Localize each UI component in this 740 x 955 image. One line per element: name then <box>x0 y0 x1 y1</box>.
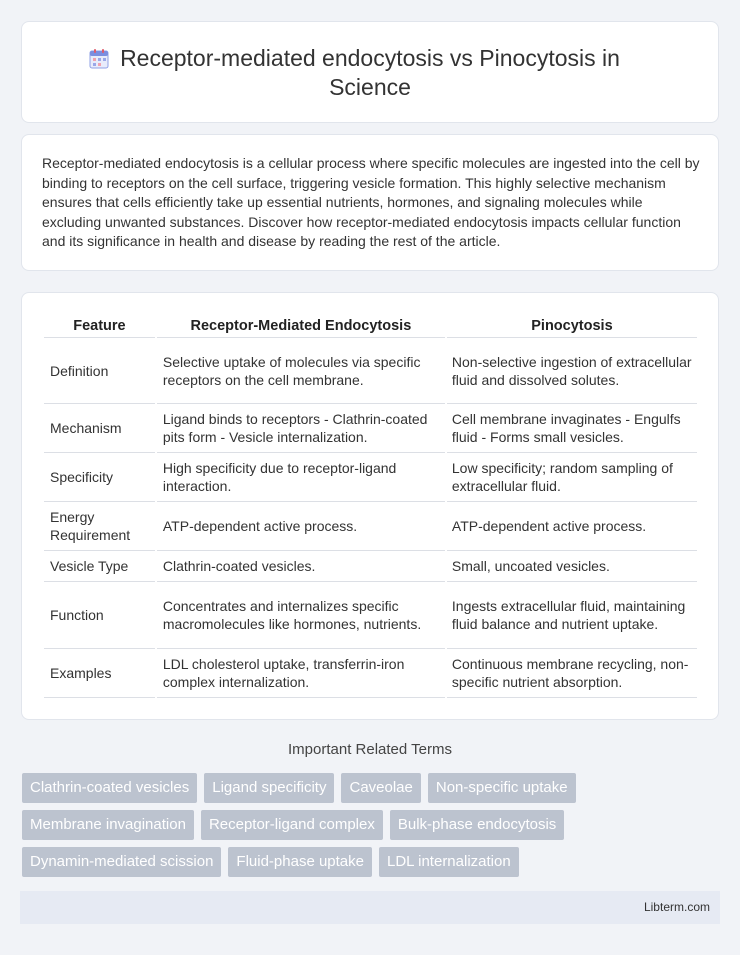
tag-bulk-phase-endocytosis[interactable]: Bulk-phase endocytosis <box>390 810 564 840</box>
feature-cell: Energy Requirement <box>44 502 155 551</box>
pinocytosis-cell: Low specificity; random sampling of extracellular fluid. <box>447 453 697 502</box>
feature-cell: Vesicle Type <box>44 551 155 582</box>
related-terms-heading: Important Related Terms <box>288 741 452 758</box>
tag-receptor-ligand-complex[interactable]: Receptor-ligand complex <box>201 810 383 840</box>
column-header-pinocytosis: Pinocytosis <box>447 314 697 338</box>
table-row <box>44 453 697 502</box>
tag-non-specific-uptake[interactable]: Non-specific uptake <box>428 773 576 803</box>
tag-clathrin-coated-vesicles[interactable]: Clathrin-coated vesicles <box>22 773 197 803</box>
table-header-row <box>44 314 697 338</box>
footer-site-link[interactable]: Libterm.com <box>643 900 710 914</box>
feature-cell: Specificity <box>44 453 155 502</box>
comparison-card <box>21 292 719 720</box>
tag-fluid-phase-uptake[interactable]: Fluid-phase uptake <box>228 847 372 877</box>
page-title: Receptor-mediated endocytosis vs Pinocytosis in Science <box>120 45 620 100</box>
table-row <box>44 582 697 649</box>
pinocytosis-cell: Continuous membrane recycling, non-specific nutrient absorption. <box>447 649 697 698</box>
tag-caveolae[interactable]: Caveolae <box>341 773 420 803</box>
feature-cell: Examples <box>44 649 155 698</box>
tag-row <box>22 773 722 803</box>
column-header-feature: Feature <box>44 314 155 338</box>
pinocytosis-cell: Non-selective ingestion of extracellular fluid and dissolved solutes. <box>447 338 697 404</box>
tag-dynamin-mediated-scission[interactable]: Dynamin-mediated scission <box>22 847 221 877</box>
tag-ligand-specificity[interactable]: Ligand specificity <box>204 773 334 803</box>
tag-row <box>22 810 722 840</box>
related-terms-list <box>22 773 722 884</box>
comparison-table <box>42 314 699 698</box>
receptor-cell: High specificity due to receptor-ligand interaction. <box>157 453 445 502</box>
receptor-cell: Ligand binds to receptors - Clathrin-coated pits form - Vesicle internalization. <box>157 404 445 453</box>
receptor-cell: ATP-dependent active process. <box>157 502 445 551</box>
tag-membrane-invagination[interactable]: Membrane invagination <box>22 810 194 840</box>
table-row <box>44 551 697 582</box>
table-row <box>44 404 697 453</box>
pinocytosis-cell: Small, uncoated vesicles. <box>447 551 697 582</box>
tag-ldl-internalization[interactable]: LDL internalization <box>379 847 519 877</box>
pinocytosis-cell: Cell membrane invaginates - Engulfs fluid - Forms small vesicles. <box>447 404 697 453</box>
receptor-cell: Concentrates and internalizes specific macromolecules like hormones, nutrients. <box>157 582 445 649</box>
receptor-cell: Clathrin-coated vesicles. <box>157 551 445 582</box>
intro-paragraph: Receptor-mediated endocytosis is a cellular process where specific molecules are ingested into the cell by binding to receptors on the cell surface, triggering vesicle formation. This highly selective mechanism ensures that cells efficiently take up essential nutrients, hormones, and signaling molecules while excluding unwanted substances. Discover how receptor-mediated endocytosis impacts cellular function and its significance in health and disease by reading the rest of the article. <box>42 155 700 250</box>
header-card <box>21 21 719 123</box>
feature-cell: Definition <box>44 338 155 404</box>
table-row <box>44 649 697 698</box>
tag-row <box>22 847 722 877</box>
receptor-cell: LDL cholesterol uptake, transferrin-iron complex internalization. <box>157 649 445 698</box>
feature-cell: Mechanism <box>44 404 155 453</box>
intro-card <box>21 134 719 271</box>
pinocytosis-cell: ATP-dependent active process. <box>447 502 697 551</box>
table-row <box>44 502 697 551</box>
receptor-cell: Selective uptake of molecules via specific receptors on the cell membrane. <box>157 338 445 404</box>
table-row <box>44 338 697 404</box>
feature-cell: Function <box>44 582 155 649</box>
footer-bar <box>20 891 720 924</box>
column-header-receptor: Receptor-Mediated Endocytosis <box>157 314 445 338</box>
pinocytosis-cell: Ingests extracellular fluid, maintaining fluid balance and nutrient uptake. <box>447 582 697 649</box>
